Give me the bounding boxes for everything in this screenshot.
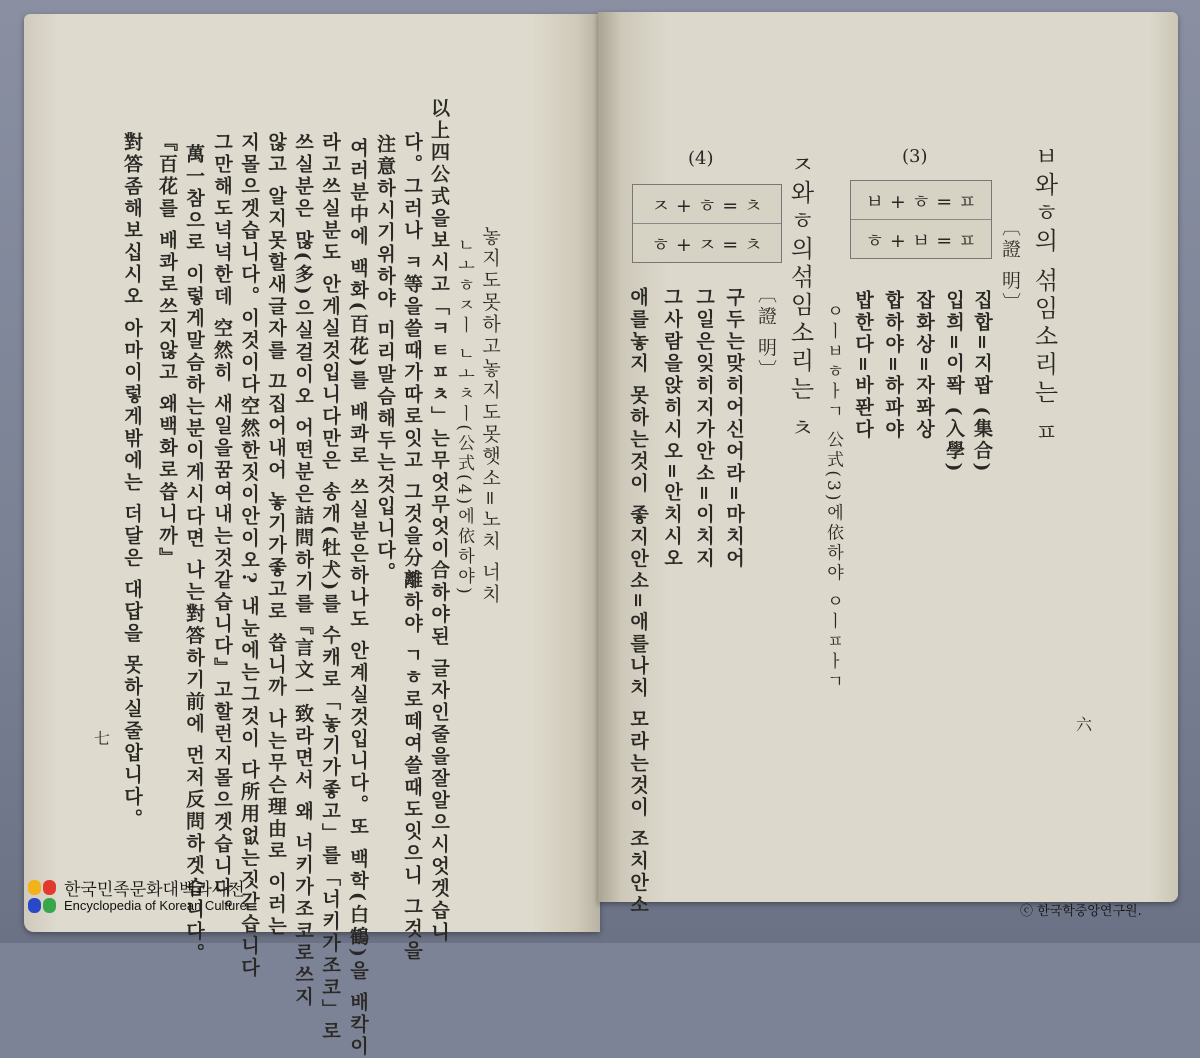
text-column: 쓰실분은 많(多)으실걸이오 어떤분은詰問하기를『言文一致라면서 왜 너키가조코로쓰지 <box>292 132 314 1009</box>
formula-row: ㅈ + ㅎ = ㅊ <box>633 185 781 224</box>
proof-line: 입희=이퐉 (入學) <box>943 290 965 475</box>
page-number: 六 <box>1076 715 1093 734</box>
text-column: 여러분中에 백화(百花)를 배콰로 쓰실분은하나도 안계실것입니다。또 백학(白鶴)을 배칵이 <box>347 138 369 1058</box>
formula-box <box>632 184 782 263</box>
formula-label: (3) <box>902 146 928 167</box>
text-column: 以上四公式을보시고「ㅋㅌㅍㅊ」는무엇무엇이合하야된 글자인줄을잘알으시엇겟습니 <box>428 98 450 944</box>
text-column: 注意하시기위하야 미리말슴해두는것입니다。 <box>374 134 396 584</box>
proof-line: 애를놓지 못하는것이 좋지안소=애를나치 모라는것이 조치안소 <box>627 287 649 917</box>
text-column: 對答좀해보십시오 아마이렇게밖에는 더달은 대답을 못하실줄압니다。 <box>121 132 143 831</box>
text-column: 다。그러나 ㅋ等을쓸때가따로잇고 그것을分離하야 ㄱㅎ로떼여쓸때도잇으니 그것을 <box>401 132 423 963</box>
page-number: 七 <box>94 729 111 748</box>
section-title: ㅈ와ㅎ의섞임소리는 ㅊ <box>786 152 814 444</box>
text-column: 않고 알지못할새글자를 끄집어내어 놓기가좋고로 씁니까 나는무슨理由로 이러는 <box>265 132 287 938</box>
logo-title-en: Encyclopedia of Korean Culture <box>64 898 247 913</box>
text-column: 萬一참으로 이렇게말슴하는분이게시다면 나는對答하기前에 먼저反問하겟습니다。 <box>183 144 205 965</box>
formula-box <box>850 180 992 259</box>
proof-label: 〔證 明〕 <box>755 284 777 382</box>
logo-title-ko: 한국민족문화대백과사전 <box>64 880 245 900</box>
text-column: ㄴㅗㅎㅈㅣ ㄴㅗㅊㅣ(公式(4)에依하야) <box>454 236 474 597</box>
left-page <box>24 14 600 1058</box>
proof-line: 잡화상=자퐈상 <box>913 290 935 441</box>
section-title: ㅂ와ㅎ의 섞임소리는 ㅍ <box>1030 144 1058 448</box>
text-column: 『百花를 배콰로쓰지않고 왜백화로씁니까』 <box>156 132 178 570</box>
proof-line: 밥한다=바퐌다 <box>852 290 874 441</box>
text-column: 놓지도못하고놓지도못햇소=노치 너치 <box>479 226 501 606</box>
formula-label: (4) <box>688 148 714 169</box>
text-column: 지몰으겟습니다。이것이다空然한짓이안이오? 내눈에는그것이 다所用없는짓같습니다 <box>238 132 260 980</box>
proof-line: 그사람을앉히시오=안치시오 <box>661 287 683 570</box>
formula-row: ㅂ + ㅎ = ㅍ <box>851 181 991 220</box>
formula-row: ㅎ + ㅂ = ㅍ <box>865 229 977 252</box>
logo-mark-icon <box>28 880 58 914</box>
text-column: 그만해도넉넉한데 空然히 새일을꿈여내는것같습니다』고할런지몰으겟습니다。 <box>211 132 233 922</box>
text-column: 라고쓰실분도 안게실것입니다만은 송개(牡犬)를 수캐로「놓기가좋고」를「너키가조코」로 <box>319 132 341 1043</box>
proof-line: ㅇㅣㅂㅎㅏㄱ 公式(3)에依하야 ㅇㅣㅍㅏㄱ <box>823 302 843 692</box>
encyclopedia-logo <box>28 880 247 914</box>
proof-line: 구두는맞히어신어라=마치어 <box>723 287 745 570</box>
formula-row: ㅎ + ㅈ = ㅊ <box>651 233 763 256</box>
proof-label: 〔證 明〕 <box>999 217 1021 315</box>
proof-line: 그일은잊히지가안소=이치지 <box>693 287 715 570</box>
copyright-notice: ⓒ 한국학중앙연구원. <box>1020 904 1142 919</box>
proof-line: 집합=지팝 (集合) <box>971 290 993 475</box>
proof-line: 합하야=하파야 <box>882 290 904 441</box>
